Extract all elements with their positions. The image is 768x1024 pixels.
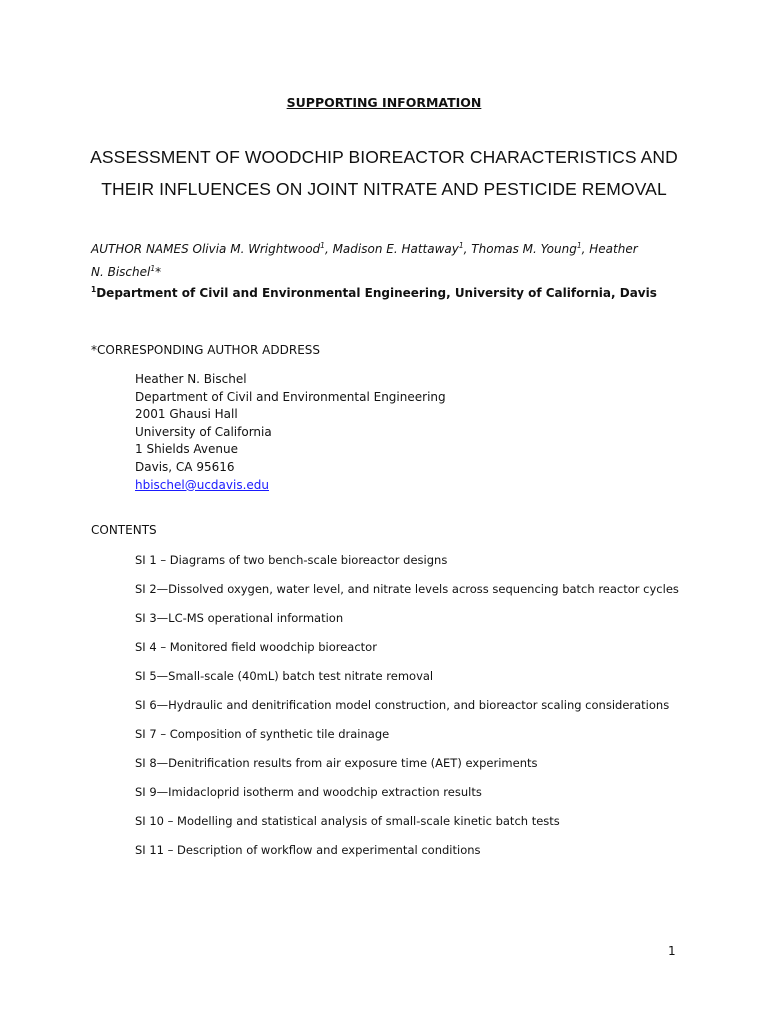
corresponding-address — [135, 371, 446, 494]
affiliation-number: 1 — [91, 285, 97, 294]
contents-item-si1: SI 1 – Diagrams of two bench-scale bioreactor designs — [135, 553, 448, 567]
contents-item-si11: SI 11 – Description of workflow and experimental conditions — [135, 843, 481, 857]
author-4: , Heather N. Bischel — [91, 242, 638, 279]
email-link[interactable]: hbischel@ucdavis.edu — [135, 477, 270, 492]
contents-item-si10: SI 10 – Modelling and statistical analysis of small-scale kinetic batch tests — [135, 814, 560, 828]
supporting-information-heading: SUPPORTING INFORMATION — [286, 95, 482, 110]
corresponding-author-heading: *CORRESPONDING AUTHOR ADDRESS — [91, 343, 321, 357]
author-1: Olivia M. Wrightwood — [192, 242, 321, 256]
corresponding-mark: * — [155, 265, 162, 279]
contents-item-si8: SI 8—Denitrification results from air exposure time (AET) experiments — [135, 756, 538, 770]
address-city: Davis, CA 95616 — [135, 459, 235, 474]
contents-item-si6: SI 6—Hydraulic and denitrification model construction, and bioreactor scaling considerations — [135, 698, 670, 712]
contents-item-si9: SI 9—Imidacloprid isotherm and woodchip extraction results — [135, 785, 482, 799]
author-label: AUTHOR NAMES — [91, 242, 193, 256]
contents-item-si7: SI 7 – Composition of synthetic tile drainage — [135, 727, 390, 741]
address-name: Heather N. Bischel — [135, 372, 247, 386]
contents-item-si2: SI 2—Dissolved oxygen, water level, and nitrate levels across sequencing batch reactor cycles — [135, 582, 679, 596]
address-street: 1 Shields Avenue — [135, 442, 238, 457]
address-building: 2001 Ghausi Hall — [135, 407, 238, 422]
contents-list — [135, 553, 735, 872]
author-1-affil: 1 — [320, 241, 325, 250]
author-2-affil: 1 — [458, 241, 464, 250]
author-4-affil: 1 — [150, 264, 156, 273]
contents-item-si3: SI 3—LC-MS operational information — [135, 611, 344, 625]
affiliation-text: Department of Civil and Environmental Engineering, University of California, Davis — [96, 286, 657, 300]
author-3-affil: 1 — [576, 241, 582, 250]
author-3: , Thomas M. Young — [463, 242, 577, 256]
page-number: 1 — [668, 944, 676, 958]
contents-heading: CONTENTS — [91, 523, 157, 537]
title-line-2: THEIR INFLUENCES ON JOINT NITRATE AND PESTICIDE REMOVAL — [101, 179, 667, 199]
title-line-1: ASSESSMENT OF WOODCHIP BIOREACTOR CHARACTERISTICS AND — [90, 147, 678, 167]
affiliation — [91, 285, 657, 300]
contents-item-si5: SI 5—Small-scale (40mL) batch test nitrate removal — [135, 669, 434, 683]
author-2: , Madison E. Hattaway — [324, 242, 459, 256]
contents-item-si4: SI 4 – Monitored field woodchip bioreactor — [135, 640, 377, 654]
address-university: University of California — [135, 424, 272, 439]
address-department: Department of Civil and Environmental Engineering — [135, 389, 446, 404]
author-names — [91, 236, 651, 282]
